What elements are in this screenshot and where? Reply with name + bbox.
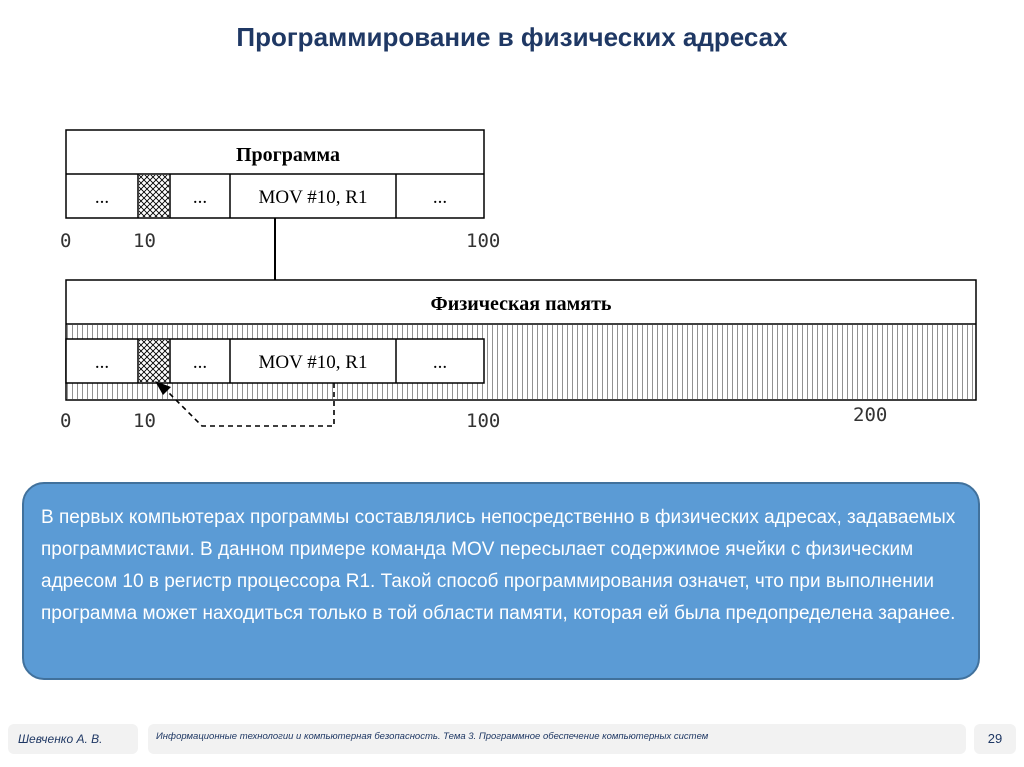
footer-course: Информационные технологии и компьютерная безопасность. Тема 3. Программное обеспечение компьютерных систем bbox=[148, 724, 966, 754]
memory-cell-dots-right: ... bbox=[432, 352, 448, 373]
memory-tick-200: 200 bbox=[853, 404, 888, 426]
program-label: Программа bbox=[236, 144, 340, 166]
physical-memory-block bbox=[66, 280, 976, 400]
program-tick-10: 10 bbox=[133, 230, 156, 252]
program-tick-0: 0 bbox=[60, 230, 72, 252]
footer-author: Шевченко А. В. bbox=[8, 724, 138, 754]
program-instruction-cell: MOV #10, R1 bbox=[258, 187, 368, 208]
page-number: 29 bbox=[974, 724, 1016, 754]
program-tick-100: 100 bbox=[466, 230, 501, 252]
memory-label: Физическая память bbox=[430, 293, 612, 315]
program-block bbox=[66, 130, 484, 218]
explanation-text: В первых компьютерах программы составлялись непосредственно в физических адресах, задаваемых программистами. В данном примере команда MOV пересылает содержимое ячейки с физическим адресом 10 в регистр процессора R1. Такой способ программирования означет, что при выполнении программа может находиться только в той области памяти, которая ей была предопределена заранее. bbox=[41, 507, 956, 624]
memory-instruction-cell: MOV #10, R1 bbox=[258, 352, 368, 373]
memory-cell-dots-left: ... bbox=[94, 352, 110, 373]
explanation-callout bbox=[22, 482, 980, 680]
memory-cell-10 bbox=[139, 340, 169, 382]
memory-tick-10: 10 bbox=[133, 410, 156, 432]
program-cell-10 bbox=[139, 175, 169, 217]
slide-title: Программирование в физических адресах bbox=[236, 22, 788, 52]
memory-tick-0: 0 bbox=[60, 410, 72, 432]
program-cell-dots-mid: ... bbox=[192, 187, 208, 208]
program-cell-dots-right: ... bbox=[432, 187, 448, 208]
memory-tick-100: 100 bbox=[466, 410, 501, 432]
program-cell-dots-left: ... bbox=[94, 187, 110, 208]
memory-cell-dots-mid: ... bbox=[192, 352, 208, 373]
